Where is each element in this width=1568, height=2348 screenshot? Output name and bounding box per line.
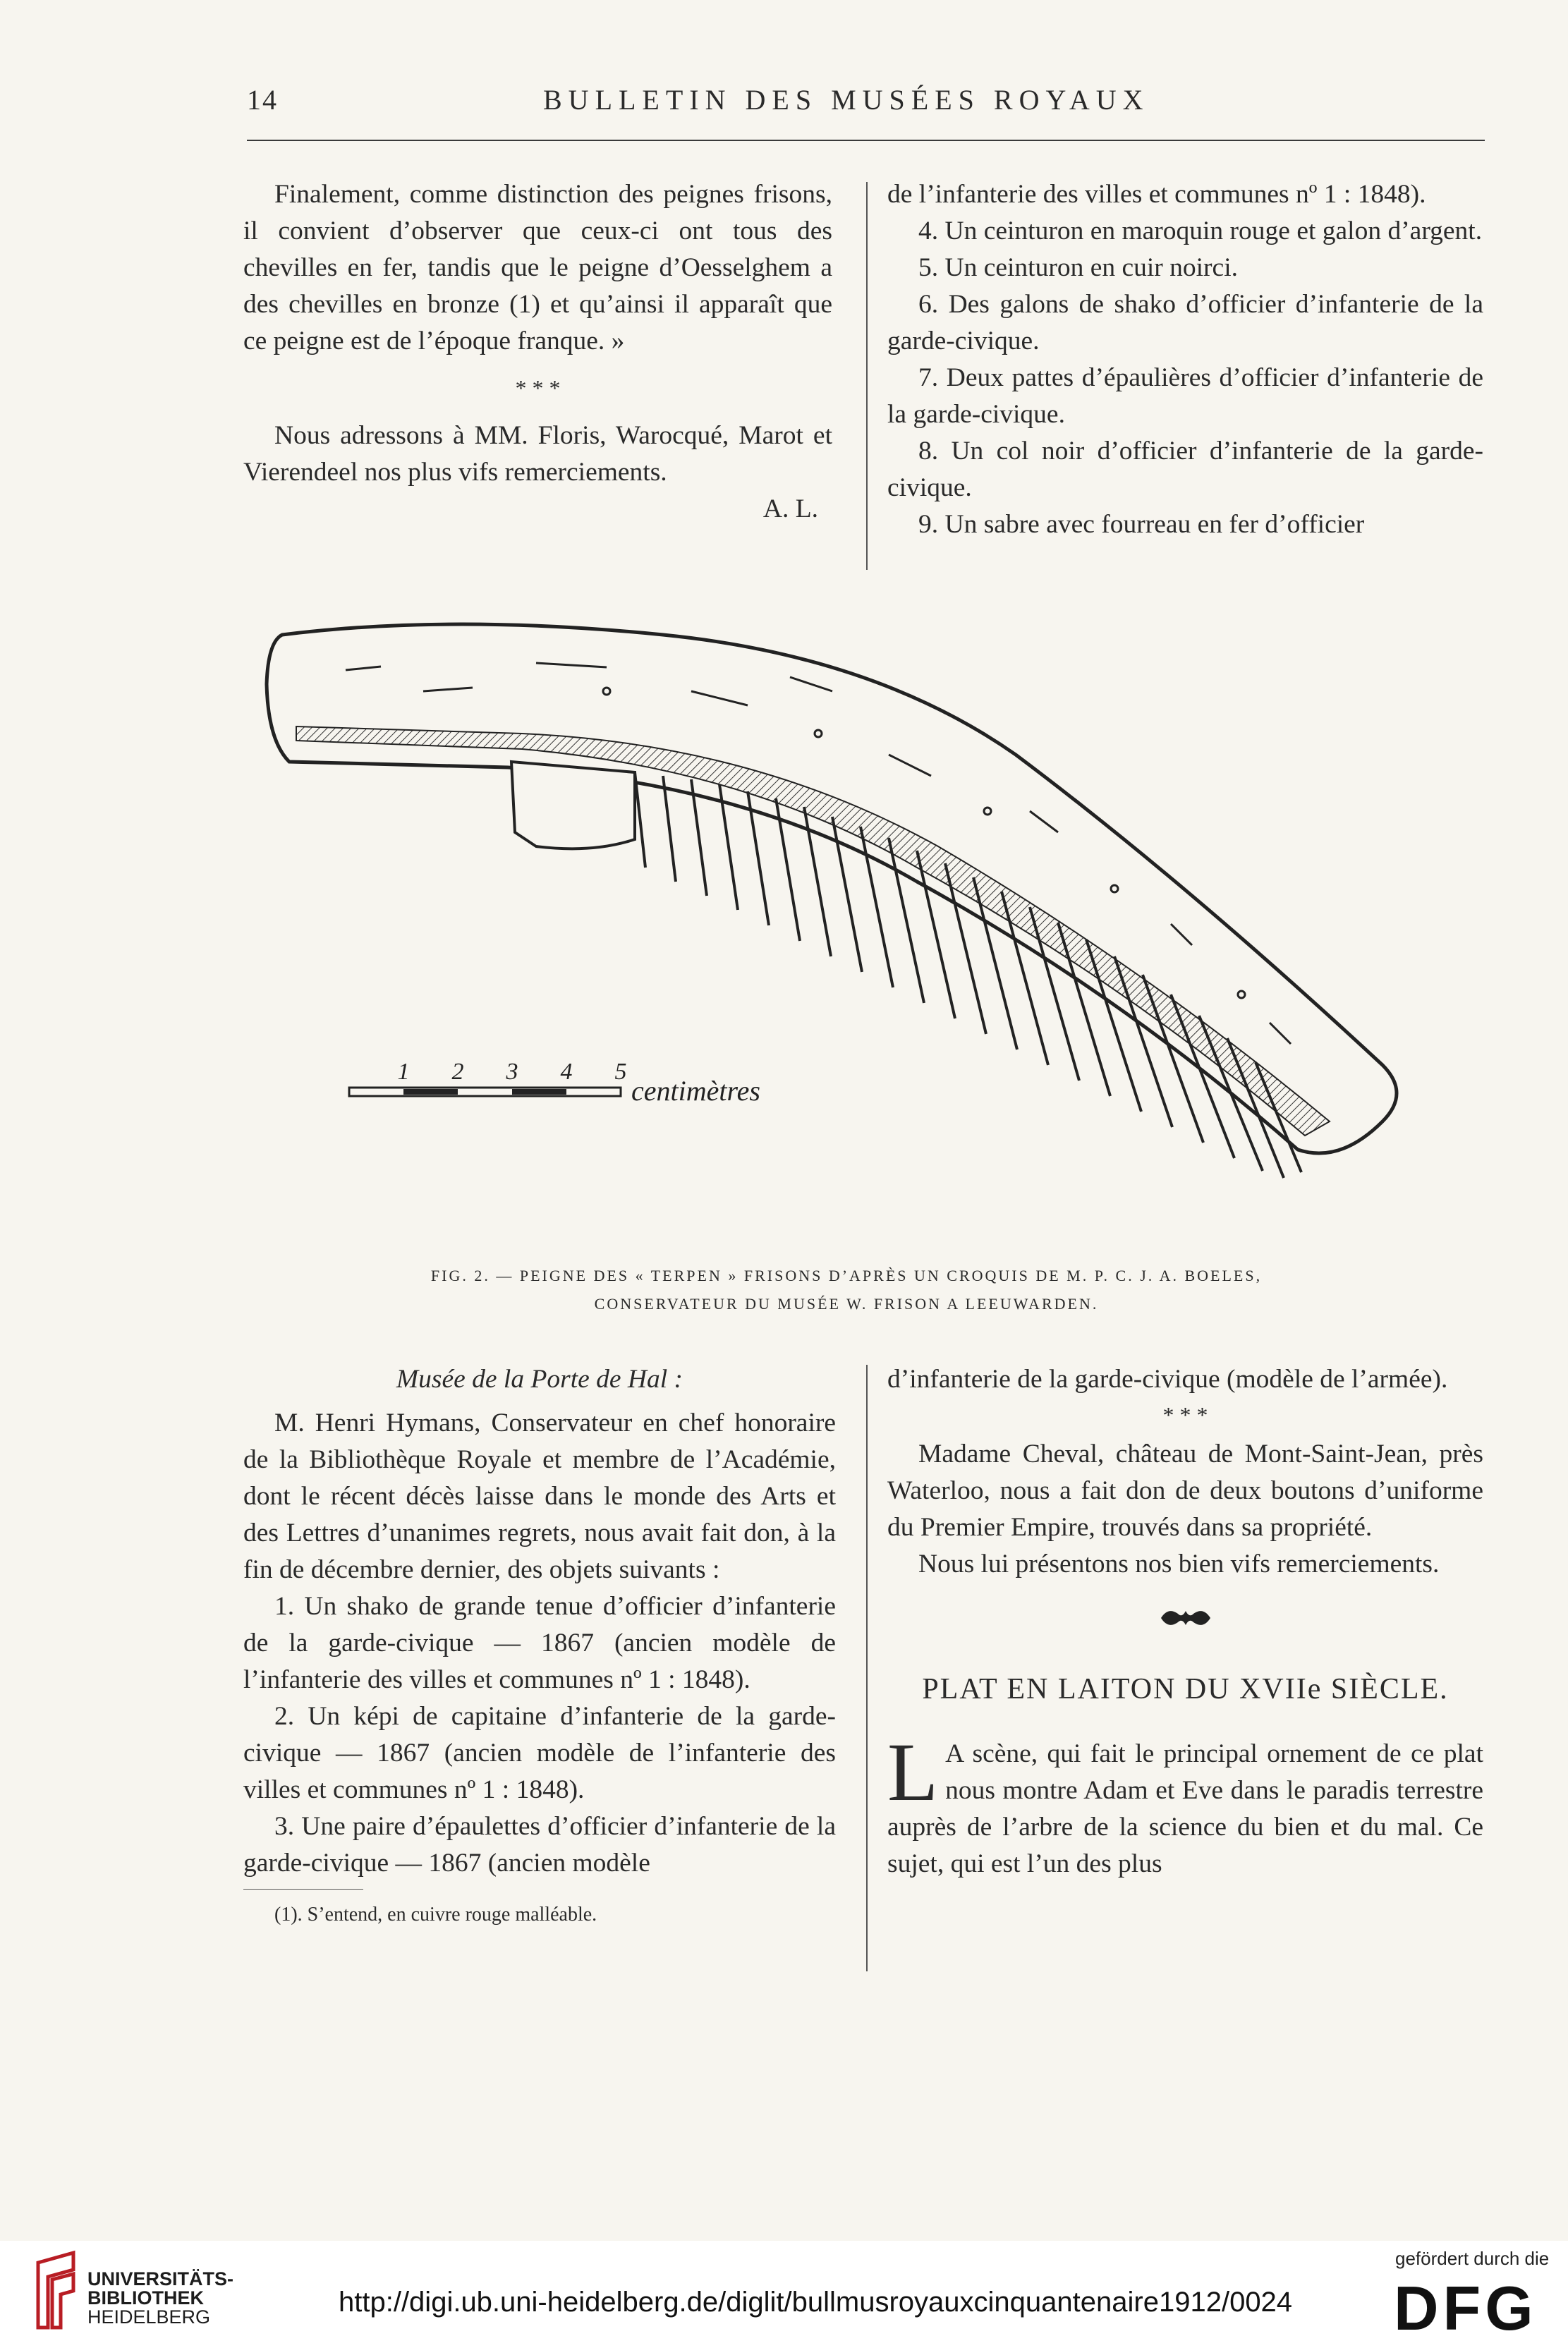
bottom-left-column <box>243 1361 836 1929</box>
list-item: 2. Un képi de capitaine d’infanterie de la garde-civique — 1867 (ancien modèle de l’infanterie des villes et communes nº 1 : 1848). <box>243 1702 836 1804</box>
section-stars: * * * <box>1162 1402 1208 1428</box>
dfg-logo: DFG <box>1394 2273 1538 2343</box>
paragraph: Finalement, comme distinction des peignes frisons, il convient d’observer que ceux-ci ont tous des chevilles en fer, tandis que le peigne d’Oesselghem a des chevilles en bronze (1) et qu’ainsi il apparaît que ce peigne est de l’époque franque. » <box>243 180 832 355</box>
ornament-icon <box>887 1604 1483 1643</box>
scale-number: 2 <box>451 1059 464 1085</box>
scale-label: centimètres <box>631 1075 760 1107</box>
scale-number: 3 <box>506 1059 518 1085</box>
list-item: 9. Un sabre avec fourreau en fer d’officier <box>918 510 1365 539</box>
list-item: 4. Un ceinturon en maroquin rouge et galon d’argent. <box>918 217 1483 245</box>
footnote-rule <box>243 1889 363 1890</box>
library-line: UNIVERSITÄTS- <box>87 2268 234 2289</box>
list-item: 1. Un shako de grande tenue d’officier d’infanterie de la garde-civique — 1867 (ancien modèle de l’infanterie des villes et communes nº 1 : 1848). <box>243 1592 836 1694</box>
library-line: BIBLIOTHEK <box>87 2287 204 2309</box>
library-line: HEIDELBERG <box>87 2306 211 2328</box>
footnote: (1). S’entend, en cuivre rouge malléable. <box>274 1904 597 1926</box>
paragraph: Nous lui présentons nos bien vifs remerciements. <box>918 1550 1440 1578</box>
bottom-right-column <box>887 1361 1483 1882</box>
scale-number: 1 <box>397 1059 410 1085</box>
column-rule <box>866 182 868 570</box>
paragraph <box>887 1726 1483 1882</box>
scale-number: 5 <box>614 1059 627 1085</box>
page-number: 14 <box>247 84 278 116</box>
list-item: 3. Une paire d’épaulettes d’officier d’infanterie de la garde-civique — 1867 (ancien modèle <box>243 1812 836 1878</box>
comb-illustration <box>240 600 1495 1255</box>
paragraph: d’infanterie de la garde-civique (modèle de l’armée). <box>887 1365 1448 1394</box>
running-header: BULLETIN DES MUSÉES ROYAUX <box>543 84 1150 116</box>
top-right-column <box>887 176 1483 543</box>
library-name <box>87 2270 233 2327</box>
signature: A. L. <box>762 494 818 523</box>
scale-bar <box>349 1088 621 1096</box>
caption-line: CONSERVATEUR DU MUSÉE W. FRISON A LEEUWARDEN. <box>594 1295 1099 1313</box>
source-url-link[interactable]: http://digi.ub.uni-heidelberg.de/diglit/bullmusroyauxcinquantenaire1912/0024 <box>339 2287 1293 2318</box>
section-stars: * * * <box>515 375 561 401</box>
scale-number: 4 <box>560 1059 573 1085</box>
section-title: PLAT EN LAITON DU XVIIe SIÈCLE. <box>922 1673 1449 1705</box>
header-rule <box>247 140 1485 141</box>
library-logo-icon <box>31 2249 80 2332</box>
caption-line: FIG. 2. — PEIGNE DES « TERPEN » FRISONS D’APRÈS UN CROQUIS DE M. P. C. J. A. BOELES, <box>430 1267 1263 1284</box>
paragraph: M. Henri Hymans, Conservateur en chef honoraire de la Bibliothèque Royale et membre de l’Académie, dont le récent décès laisse dans le monde des Arts et des Lettres d’unanimes regrets, nous avait fait don, à la fin de décembre dernier, des objets suivants : <box>243 1409 836 1584</box>
paragraph: Nous adressons à MM. Floris, Warocqué, Marot et Vierendeel nos plus vifs remerciements. <box>243 421 832 487</box>
list-item: 5. Un ceinturon en cuir noirci. <box>918 253 1238 282</box>
scale-numbers <box>398 1059 760 1107</box>
list-item: 6. Des galons de shako d’officier d’infanterie de la garde-civique. <box>887 290 1483 355</box>
list-item: 8. Un col noir d’officier d’infanterie de la garde-civique. <box>887 437 1483 502</box>
top-left-column <box>243 176 832 528</box>
figure-caption <box>296 1262 1397 1318</box>
paragraph: Madame Cheval, château de Mont-Saint-Jean, près Waterloo, nous a fait don de deux boutons d’uniforme du Premier Empire, trouvés dans sa propriété. <box>887 1440 1483 1542</box>
paragraph-text: A scène, qui fait le principal ornement de ce plat nous montre Adam et Eve dans le paradis terrestre auprès de l’arbre de la science du bien et du mal. Ce sujet, qui est l’un des plus <box>887 1739 1483 1878</box>
paragraph: de l’infanterie des villes et communes nº 1 : 1848). <box>887 180 1426 209</box>
column-rule <box>866 1365 868 1971</box>
list-item: 7. Deux pattes d’épaulières d’officier d’infanterie de la garde-civique. <box>887 363 1483 429</box>
section-heading: Musée de la Porte de Hal : <box>396 1365 683 1394</box>
funding-label: gefördert durch die <box>1395 2248 1550 2269</box>
drop-cap: L <box>887 1726 939 1818</box>
